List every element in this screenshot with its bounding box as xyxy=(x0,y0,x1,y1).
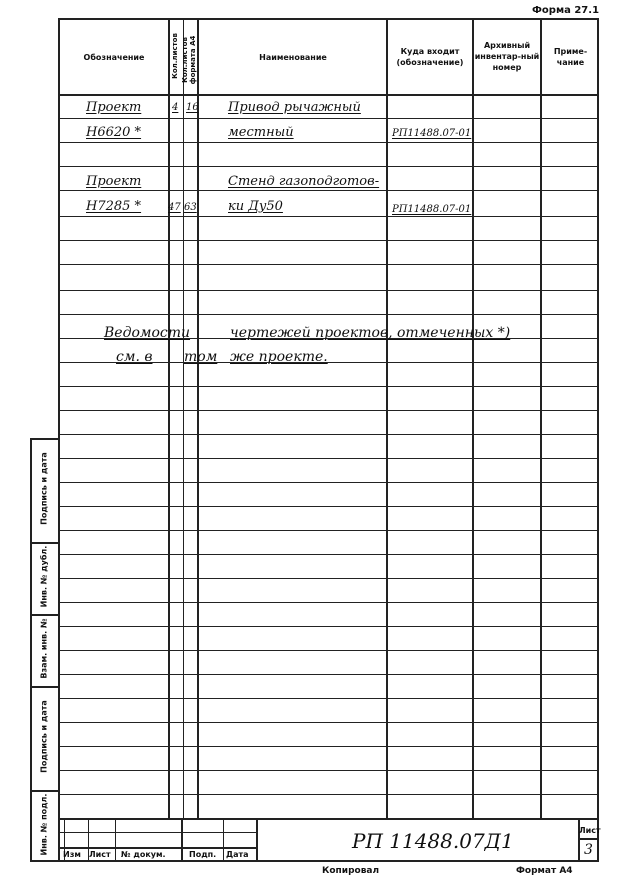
side-label-original-inv: Инв. № подл. xyxy=(39,793,49,856)
stamp-col-sign: Подп. xyxy=(189,850,217,859)
footnote-line2-a: см. в xyxy=(116,349,153,365)
format-label: Формат А4 xyxy=(516,866,573,876)
row-4-name: ки Ду50 xyxy=(228,199,283,214)
row-4-designation: Н7285 * xyxy=(86,199,142,214)
row-3-designation: Проект xyxy=(86,174,142,189)
row-2-name: местный xyxy=(228,125,294,140)
header-archive-no: Архивный инвентар-ный номер xyxy=(474,41,540,72)
row-4-sheets: 47 xyxy=(168,202,181,213)
footnote-line2-c: же проекте. xyxy=(230,349,328,365)
row-1-sheets: 4 xyxy=(172,102,179,113)
header-name: Наименование xyxy=(259,53,327,62)
row-2-used-in: РП11488.07-01 xyxy=(392,128,472,139)
side-label-subscription-date-top: Подпись и дата xyxy=(39,452,49,525)
stamp-col-doc-no: № докум. xyxy=(121,850,166,859)
header-designation: Обозначение xyxy=(83,53,145,62)
form-label: Форма 27.1 xyxy=(532,5,600,16)
header-sheet-count: Кол.листов xyxy=(171,33,179,79)
stamp-col-change: Изм xyxy=(63,850,81,859)
row-2-designation: Н6620 * xyxy=(86,125,142,140)
footnote-line2-b: том xyxy=(184,349,218,365)
footnote-line1-a: Ведомости xyxy=(104,325,191,341)
row-4-a4: 63 xyxy=(184,202,197,213)
side-label-subscription-date: Подпись и дата xyxy=(39,700,49,773)
header-used-in: Куда входит (обозначение) xyxy=(396,47,464,67)
stamp-col-date: Дата xyxy=(226,850,249,859)
header-a4-count: Кол.листов формата А4 xyxy=(181,35,197,85)
copied-label: Копировал xyxy=(322,866,380,876)
footnote-line1-b: чертежей проектов, отмеченных *) xyxy=(230,325,511,341)
sheet-label: Лист xyxy=(579,826,601,835)
row-1-a4: 16 xyxy=(186,102,199,113)
side-label-duplicate-inv: Инв. № дубл. xyxy=(39,545,49,608)
main-frame xyxy=(58,18,599,862)
side-label-replace-inv: Взам. инв. № xyxy=(39,618,49,679)
document-code: РП 11488.07Д1 xyxy=(352,829,514,853)
stamp-col-sheet: Лист xyxy=(89,850,111,859)
row-1-name: Привод рычажный xyxy=(228,100,361,115)
row-4-used-in: РП11488.07-01 xyxy=(392,204,472,215)
row-3-name: Стенд газоподготов- xyxy=(228,174,380,189)
sheet-number: 3 xyxy=(584,842,593,858)
header-note: Приме-чание xyxy=(553,47,588,67)
row-1-designation: Проект xyxy=(86,100,142,115)
